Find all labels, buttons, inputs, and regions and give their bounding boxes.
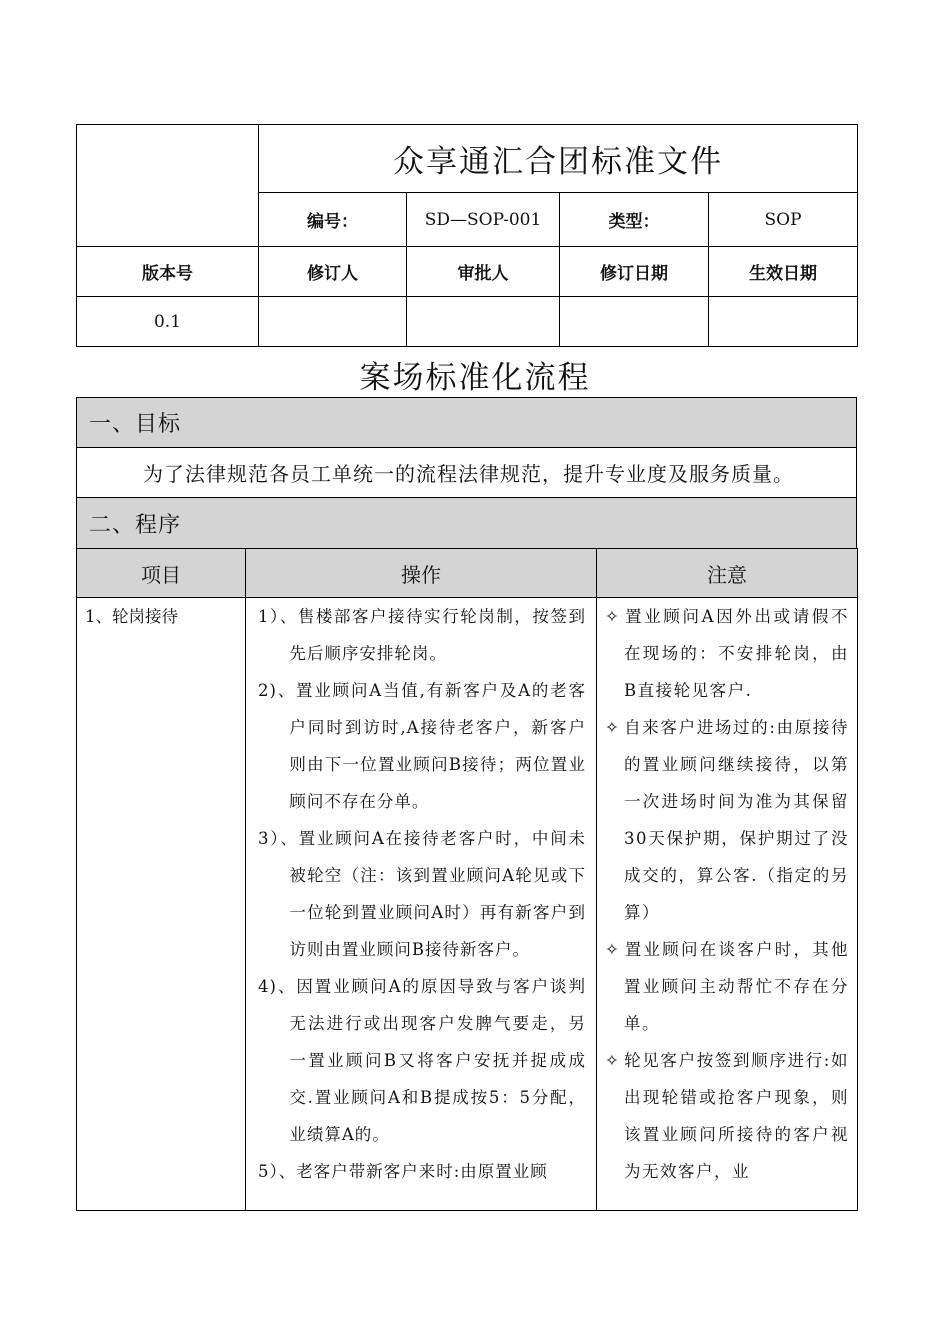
diamond-bullet-icon: ✧	[605, 607, 621, 626]
type-value: SOP	[709, 193, 858, 247]
table-row	[77, 598, 858, 1211]
effective-date-value	[709, 297, 858, 347]
revision-date-value	[560, 297, 709, 347]
goal-section	[76, 397, 857, 549]
col-version: 版本号	[77, 247, 259, 297]
note-item	[605, 1042, 849, 1190]
operation-cell	[246, 598, 597, 1211]
operation-step: 3）、置业顾问A在接待老客户时，中间未被轮空（注：该到置业顾问A轮见或下一位轮到置业顾问A时）再有新客户到访则由置业顾问B接待新客户。	[258, 829, 586, 959]
operation-step: 1）、售楼部客户接待实行轮岗制，按签到先后顺序安排轮岗。	[258, 607, 586, 663]
type-label: 类型：	[560, 193, 709, 247]
note-text: 轮见客户按签到顺序进行:如出现轮错或抢客户现象，则该置业顾问所接待的客户视为无效客户，业	[623, 1051, 849, 1181]
document-header-table	[76, 124, 858, 347]
operation-step: 4)、因置业顾问A的原因导致与客户谈判无法进行或出现客户发脾气要走，另一置业顾问B又将客户安抚并捉成成交.置业顾问A和B提成按5：5分配，业绩算A的。	[258, 977, 586, 1144]
note-cell	[597, 598, 858, 1211]
version-value: 0.1	[77, 297, 259, 347]
item-cell: 1、轮岗接待	[77, 598, 246, 1211]
goal-heading: 一、目标	[77, 398, 857, 448]
page-title: 案场标准化流程	[359, 360, 591, 396]
operation-step: 2)、置业顾问A当值,有新客户及A的老客户同时到访时,A接待老客户，新客户则由下一位置业顾问B接待；两位置业顾问不存在分单。	[258, 681, 586, 811]
col-item: 项目	[77, 549, 246, 598]
logo-cell	[77, 125, 259, 247]
diamond-bullet-icon: ✧	[605, 940, 621, 959]
col-operation: 操作	[246, 549, 597, 598]
goal-text: 为了法律规范各员工单统一的流程法律规范，提升专业度及服务质量。	[77, 448, 857, 498]
reviser-value	[259, 297, 407, 347]
note-item	[605, 598, 849, 709]
code-value: SD—SOP-001	[407, 193, 560, 247]
procedure-heading: 二、程序	[77, 498, 857, 549]
col-effective-date: 生效日期	[709, 247, 858, 297]
note-text: 置业顾问在谈客户时，其他置业顾问主动帮忙不存在分单。	[623, 940, 849, 1033]
diamond-bullet-icon: ✧	[605, 718, 621, 737]
note-text: 自来客户进场过的:由原接待的置业顾问继续接待，以第一次进场时间为准为其保留30天保护期，保护期过了没成交的，算公客.（指定的另算）	[623, 718, 849, 922]
code-label: 编号：	[259, 193, 407, 247]
approver-value	[407, 297, 560, 347]
col-reviser: 修订人	[259, 247, 407, 297]
note-item	[605, 931, 849, 1042]
diamond-bullet-icon: ✧	[605, 1051, 621, 1070]
document-title: 众享通汇合团标准文件	[259, 125, 858, 193]
col-note: 注意	[597, 549, 858, 598]
col-approver: 审批人	[407, 247, 560, 297]
note-text: 置业顾问A因外出或请假不在现场的：不安排轮岗，由B直接轮见客户.	[623, 607, 849, 700]
procedure-table	[76, 548, 858, 1211]
operation-step: 5）、老客户带新客户来时:由原置业顾	[258, 1162, 548, 1181]
note-item	[605, 709, 849, 931]
col-revision-date: 修订日期	[560, 247, 709, 297]
